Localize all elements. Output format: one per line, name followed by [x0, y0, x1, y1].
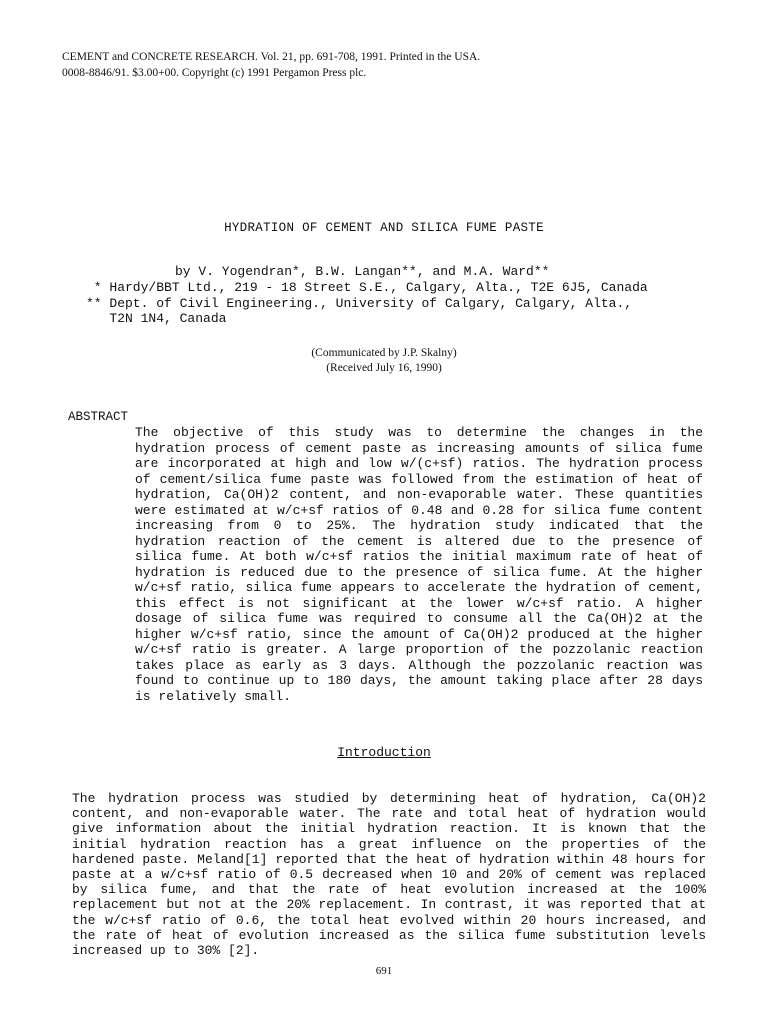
affiliation-line-2: ** Dept. of Civil Engineering., University of Calgary, Calgary, Alta., [86, 296, 633, 311]
journal-header [62, 49, 480, 81]
introduction-text: The hydration process was studied by determining heat of hydration, Ca(OH)2 content, and non-evaporable water. The rate and total heat of hydration would give information about the initial hydration reaction. It is known that the initial hydration reaction has a great influence on the properties of the hardened paste. Meland[1] reported that the heat of hydration within 48 hours for paste at a w/c+sf ratio of 0.5 decreased when 10 and 20% of cement was replaced by silica fume, and that the rate of heat evolution increased at the 100% replacement but not at the 20% replacement. In contrast, it was reported that at the w/c+sf ratio of 0.6, the total heat evolved within 20 hours increased, and the rate of heat of evolution increased as the silica fume substitution levels increased up to 30% [2]. [72, 791, 706, 959]
received-date: (Received July 16, 1990) [326, 362, 442, 374]
paper-title: HYDRATION OF CEMENT AND SILICA FUME PASTE [224, 221, 544, 235]
communicated-by: (Communicated by J.P. Skalny) [311, 347, 457, 359]
affiliation-line-1: * Hardy/BBT Ltd., 219 - 18 Street S.E., Calgary, Alta., T2E 6J5, Canada [86, 280, 648, 295]
affiliation-line-3: T2N 1N4, Canada [86, 311, 227, 326]
abstract-heading: ABSTRACT [68, 410, 129, 424]
introduction-heading: Introduction [337, 745, 431, 760]
page-number: 691 [375, 965, 393, 977]
copyright-line: 0008-8846/91. $3.00+00. Copyright (c) 1991 Pergamon Press plc. [62, 67, 367, 79]
journal-citation: CEMENT and CONCRETE RESEARCH. Vol. 21, pp. 691-708, 1991. Printed in the USA. [62, 51, 481, 63]
author-list: by V. Yogendran*, B.W. Langan**, and M.A. Ward** [175, 264, 550, 279]
abstract-text: The objective of this study was to determine the changes in the hydration process of cement paste as increasing amounts of silica fume are incorporated at high and low w/(c+sf) ratios. The hydration process of cement/silica fume paste was followed from the estimation of heat of hydration, Ca(OH)2 content, and non-evaporable water. These quantities were estimated at w/c+sf ratios of 0.48 and 0.28 for silica fume content increasing from 0 to 25%. The hydration study indicated that the hydration reaction of the cement is altered due to the presence of silica fume. At both w/c+sf ratios the initial maximum rate of heat of hydration is reduced due to the presence of silica fume. At the higher w/c+sf ratio, silica fume appears to accelerate the hydration of cement, this effect is not significant at the lower w/c+sf ratio. A higher dosage of silica fume was required to consume all the Ca(OH)2 at the higher w/c+sf ratio, since the amount of Ca(OH)2 produced at the higher w/c+sf ratio is greater. A large proportion of the pozzolanic reaction takes place as early as 3 days. Although the pozzolanic reaction was found to continue up to 180 days, the amount taking place after 28 days is relatively small. [135, 425, 703, 704]
